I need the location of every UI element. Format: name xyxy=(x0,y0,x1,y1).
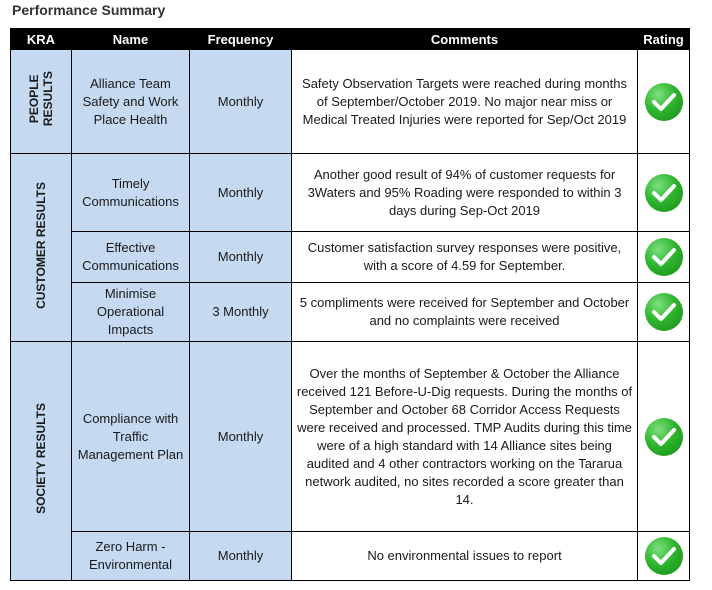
row-rating xyxy=(638,232,690,283)
header-comments: Comments xyxy=(292,29,638,50)
page-title: Performance Summary xyxy=(12,2,166,18)
row-frequency: 3 Monthly xyxy=(190,283,292,342)
kra-label: CUSTOMER RESULTS xyxy=(34,181,48,309)
row-comment: Over the months of September & October the Alliance received 121 Before-U-Dig requests. During the months of September and October 68 Corridor Access Requests were received and processed. TMP Audits during this time were of a high standard with 14 Alliance sites being audited and 4 other contractors working on the Tararua network audited, no sites recorded a score greater than 14. xyxy=(292,342,638,532)
table-row xyxy=(11,342,690,532)
kra-society xyxy=(11,342,72,581)
row-comment: Customer satisfaction survey responses were positive, with a score of 4.59 for September. xyxy=(292,232,638,283)
row-frequency: Monthly xyxy=(190,50,292,154)
row-comment: No environmental issues to report xyxy=(292,532,638,581)
header-kra: KRA xyxy=(11,29,72,50)
kra-customer xyxy=(11,154,72,342)
row-frequency: Monthly xyxy=(190,232,292,283)
row-frequency: Monthly xyxy=(190,342,292,532)
row-frequency: Monthly xyxy=(190,154,292,232)
row-comment: Safety Observation Targets were reached during months of September/October 2019. No major near miss or Medical Treated Injuries were reported for Sep/Oct 2019 xyxy=(292,50,638,154)
header-name: Name xyxy=(72,29,190,50)
table-row xyxy=(11,532,690,581)
row-comment: 5 compliments were received for September and October and no complaints were received xyxy=(292,283,638,342)
row-name: Compliance with Traffic Management Plan xyxy=(72,342,190,532)
row-rating xyxy=(638,283,690,342)
row-name: Timely Communications xyxy=(72,154,190,232)
kra-people xyxy=(11,50,72,154)
row-rating xyxy=(638,50,690,154)
row-frequency: Monthly xyxy=(190,532,292,581)
row-name: Alliance Team Safety and Work Place Health xyxy=(72,50,190,154)
table-row xyxy=(11,50,690,154)
kra-label: PEOPLE RESULTS xyxy=(27,71,55,127)
check-icon xyxy=(645,418,683,456)
table-header-row xyxy=(11,29,690,50)
row-name: Minimise Operational Impacts xyxy=(72,283,190,342)
row-rating xyxy=(638,154,690,232)
check-icon xyxy=(645,174,683,212)
row-rating xyxy=(638,532,690,581)
row-comment: Another good result of 94% of customer requests for 3Waters and 95% Roading were responded to within 3 days during Sep-Oct 2019 xyxy=(292,154,638,232)
check-icon xyxy=(645,293,683,331)
row-rating xyxy=(638,342,690,532)
table-row xyxy=(11,283,690,342)
check-icon xyxy=(645,537,683,575)
check-icon xyxy=(645,238,683,276)
table-row xyxy=(11,232,690,283)
kra-label: SOCIETY RESULTS xyxy=(34,403,48,514)
header-frequency: Frequency xyxy=(190,29,292,50)
table-row xyxy=(11,154,690,232)
header-rating: Rating xyxy=(638,29,690,50)
row-name: Effective Communications xyxy=(72,232,190,283)
check-icon xyxy=(645,83,683,121)
row-name: Zero Harm - Environmental xyxy=(72,532,190,581)
performance-table xyxy=(10,28,690,581)
